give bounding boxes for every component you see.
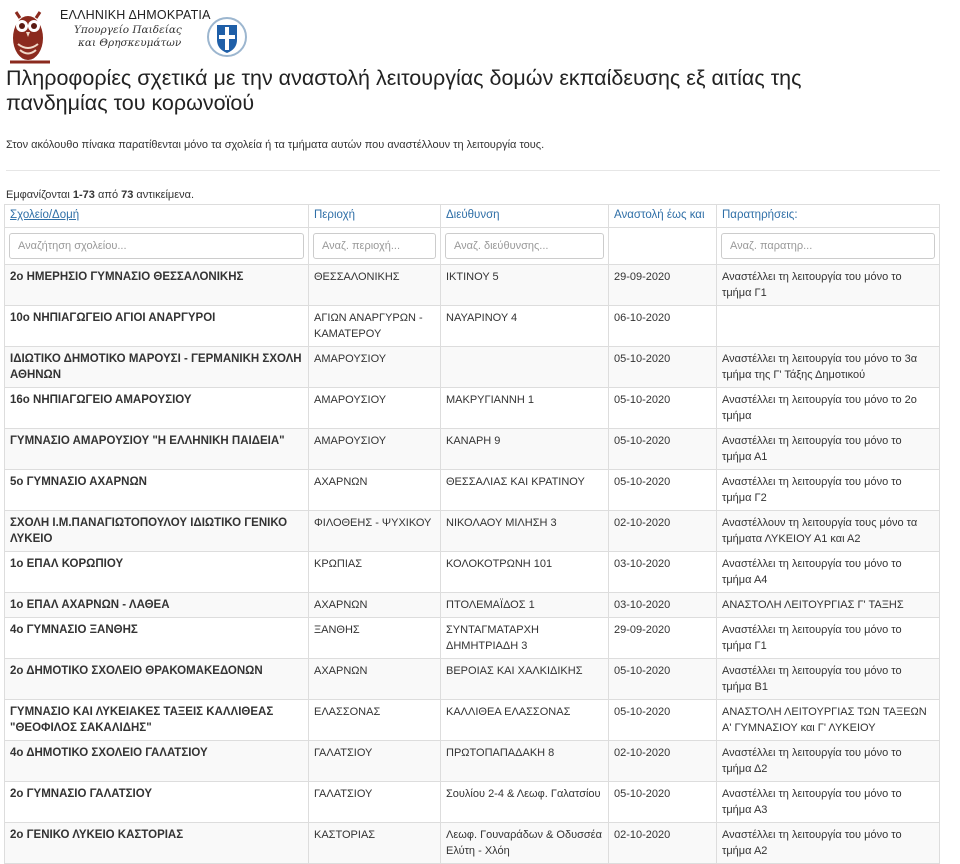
cell-school: ΣΧΟΛΗ Ι.Μ.ΠΑΝΑΓΙΩΤΟΠΟΥΛΟΥ ΙΔΙΩΤΙΚΟ ΓΕΝΙΚΟ ΛΥΚΕΙΟ [5,511,309,552]
cell-region: ΚΑΣΤΟΡΙΑΣ [309,823,441,864]
cell-school: ΓΥΜΝΑΣΙΟ ΚΑΙ ΛΥΚΕΙΑΚΕΣ ΤΑΞΕΙΣ ΚΑΛΛΙΘΕΑΣ "ΘΕΟΦΙΛΟΣ ΣΑΚΑΛΙΔΗΣ" [5,700,309,741]
cell-address: ΝΑΥΑΡΙΝΟΥ 4 [441,306,609,347]
cell-address: ΜΑΚΡΥΓΙΑΝΝΗ 1 [441,388,609,429]
filter-cell-region [309,228,441,265]
col-header-region[interactable]: Περιοχή [309,205,441,228]
cell-notes: Αναστέλλει τη λειτουργία του μόνο το τμήμα Α4 [717,552,940,593]
intro-text: Στον ακόλουθο πίνακα παρατίθενται μόνο τα σχολεία ή τα τμήματα αυτών που αναστέλλουν τη λειτουργία τους. [6,139,545,151]
cell-notes [717,306,940,347]
summary-suffix: αντικείμενα. [133,189,195,201]
cell-school: 4ο ΔΗΜΟΤΙΚΟ ΣΧΟΛΕΙΟ ΓΑΛΑΤΣΙΟΥ [5,741,309,782]
cell-date: 05-10-2020 [609,470,717,511]
table-header-row [5,205,940,228]
suspensions-table [4,204,940,864]
cell-region: ΑΜΑΡΟΥΣΙΟΥ [309,347,441,388]
cell-region: ΚΡΩΠΙΑΣ [309,552,441,593]
cell-address: ΠΡΩΤΟΠΑΠΑΔΑΚΗ 8 [441,741,609,782]
school-search-input[interactable] [9,233,304,259]
cell-date: 05-10-2020 [609,782,717,823]
cell-school: 1ο ΕΠΑΛ ΚΟΡΩΠΙΟΥ [5,552,309,593]
owl-logo-icon [6,4,54,66]
cell-region: ΑΧΑΡΝΩΝ [309,593,441,618]
country-name: ΕΛΛΗΝΙΚΗ ΔΗΜΟΚΡΑΤΙΑ [60,8,211,22]
col-header-address[interactable]: Διεύθυνση [441,205,609,228]
cell-region: ΦΙΛΟΘΕΗΣ - ΨΥΧΙΚΟΥ [309,511,441,552]
table-row [5,429,940,470]
table-row [5,388,940,429]
cell-region: ΑΓΙΩΝ ΑΝΑΡΓΥΡΩΝ - ΚΑΜΑΤΕΡΟΥ [309,306,441,347]
cell-address: ΠΤΟΛΕΜΑΪΔΟΣ 1 [441,593,609,618]
page-title: Πληροφορίες σχετικά με την αναστολή λειτουργίας δομών εκπαίδευσης εξ αιτίας της πανδημίας του κορωνοϊού [6,66,802,115]
divider [6,170,940,171]
cell-address [441,347,609,388]
cell-date: 02-10-2020 [609,511,717,552]
filter-cell-date [609,228,717,265]
cell-date: 03-10-2020 [609,552,717,593]
col-header-notes[interactable]: Παρατηρήσεις: [717,205,940,228]
cell-notes: Αναστέλλει τη λειτουργία του μόνο το τμήμα Α2 [717,823,940,864]
cell-notes: Αναστέλλει τη λειτουργία του μόνο το τμήμα Α3 [717,782,940,823]
cell-date: 03-10-2020 [609,593,717,618]
cell-school: 16ο ΝΗΠΙΑΓΩΓΕΙΟ ΑΜΑΡΟΥΣΙΟΥ [5,388,309,429]
table-row [5,593,940,618]
cell-notes: Αναστέλλει τη λειτουργία του μόνο το τμήμα Α1 [717,429,940,470]
cell-notes: Αναστέλλουν τη λειτουργία τους μόνο τα τμήματα ΛΥΚΕΙΟΥ Α1 και Α2 [717,511,940,552]
cell-date: 05-10-2020 [609,347,717,388]
filter-cell-school [5,228,309,265]
cell-date: 05-10-2020 [609,429,717,470]
table-row [5,470,940,511]
results-summary [6,189,194,201]
summary-total: 73 [121,189,134,201]
filter-row [5,228,940,265]
table-row [5,659,940,700]
cell-date: 05-10-2020 [609,700,717,741]
cell-notes: Αναστέλλει τη λειτουργία του μόνο το τμήμα Δ2 [717,741,940,782]
cell-address: ΘΕΣΣΑΛΙΑΣ ΚΑΙ ΚΡΑΤΙΝΟΥ [441,470,609,511]
table-row [5,618,940,659]
cell-notes: Αναστέλλει τη λειτουργία του μόνο το τμήμα Γ2 [717,470,940,511]
cell-notes: ΑΝΑΣΤΟΛΗ ΛΕΙΤΟΥΡΓΙΑΣ ΤΩΝ ΤΑΞΕΩΝ Α' ΓΥΜΝΑΣΙΟΥ και Γ' ΛΥΚΕΙΟΥ [717,700,940,741]
cell-school: 2ο ΔΗΜΟΤΙΚΟ ΣΧΟΛΕΙΟ ΘΡΑΚΟΜΑΚΕΔΟΝΩΝ [5,659,309,700]
cell-date: 29-09-2020 [609,265,717,306]
cell-address: ΒΕΡΟΙΑΣ ΚΑΙ ΧΑΛΚΙΔΙΚΗΣ [441,659,609,700]
cell-region: ΓΑΛΑΤΣΙΟΥ [309,741,441,782]
table-row [5,700,940,741]
col-header-date[interactable]: Αναστολή έως και [609,205,717,228]
cell-region: ΑΜΑΡΟΥΣΙΟΥ [309,429,441,470]
cell-notes: Αναστέλλει τη λειτουργία του μόνο το 3α τμήμα της Γ' Τάξης Δημοτικού [717,347,940,388]
cell-school: 2ο ΓΥΜΝΑΣΙΟ ΓΑΛΑΤΣΙΟΥ [5,782,309,823]
cell-school: ΙΔΙΩΤΙΚΟ ΔΗΜΟΤΙΚΟ ΜΑΡΟΥΣΙ - ΓΕΡΜΑΝΙΚΗ ΣΧΟΛΗ ΑΘΗΝΩΝ [5,347,309,388]
cell-address: Λεωφ. Γουναράδων & Οδυσσέα Ελύτη - Χλόη [441,823,609,864]
cell-school: 2ο ΗΜΕΡΗΣΙΟ ΓΥΜΝΑΣΙΟ ΘΕΣΣΑΛΟΝΙΚΗΣ [5,265,309,306]
region-search-input[interactable] [313,233,436,259]
cell-date: 05-10-2020 [609,388,717,429]
cell-address: ΚΟΛΟΚΟΤΡΩΝΗ 101 [441,552,609,593]
ministry-line-2: και Θρησκευμάτων [78,37,182,49]
cell-date: 29-09-2020 [609,618,717,659]
site-header [6,4,406,66]
cell-school: 1ο ΕΠΑΛ ΑΧΑΡΝΩΝ - ΛΑΘΕΑ [5,593,309,618]
table-row [5,306,940,347]
cell-address: ΝΙΚΟΛΑΟΥ ΜΙΛΗΣΗ 3 [441,511,609,552]
summary-range: 1-73 [72,189,95,201]
cell-date: 02-10-2020 [609,823,717,864]
cell-region: ΑΧΑΡΝΩΝ [309,659,441,700]
cell-region: ΕΛΑΣΣΟΝΑΣ [309,700,441,741]
greek-emblem-icon [206,16,248,58]
cell-region: ΓΑΛΑΤΣΙΟΥ [309,782,441,823]
cell-school: 4ο ΓΥΜΝΑΣΙΟ ΞΑΝΘΗΣ [5,618,309,659]
summary-prefix: Εμφανίζονται [6,189,73,201]
cell-address: Σουλίου 2-4 & Λεωφ. Γαλατσίου [441,782,609,823]
table-row [5,552,940,593]
filter-cell-address [441,228,609,265]
table-row [5,347,940,388]
table-row [5,741,940,782]
cell-notes: Αναστέλλει τη λειτουργία του μόνο το τμήμα Β1 [717,659,940,700]
ministry-name [60,8,211,49]
summary-mid: από [94,189,122,201]
cell-date: 05-10-2020 [609,659,717,700]
cell-region: ΘΕΣΣΑΛΟΝΙΚΗΣ [309,265,441,306]
cell-address: ΙΚΤΙΝΟΥ 5 [441,265,609,306]
cell-region: ΞΑΝΘΗΣ [309,618,441,659]
cell-notes: ΑΝΑΣΤΟΛΗ ΛΕΙΤΟΥΡΓΙΑΣ Γ' ΤΑΞΗΣ [717,593,940,618]
notes-search-input[interactable] [721,233,935,259]
cell-school: ΓΥΜΝΑΣΙΟ ΑΜΑΡΟΥΣΙΟΥ "Η ΕΛΛΗΝΙΚΗ ΠΑΙΔΕΙΑ" [5,429,309,470]
cell-region: ΑΜΑΡΟΥΣΙΟΥ [309,388,441,429]
table-row [5,782,940,823]
cell-school: 2ο ΓΕΝΙΚΟ ΛΥΚΕΙΟ ΚΑΣΤΟΡΙΑΣ [5,823,309,864]
table-row [5,511,940,552]
cell-date: 06-10-2020 [609,306,717,347]
cell-notes: Αναστέλλει τη λειτουργία του μόνο το τμήμα Γ1 [717,618,940,659]
cell-notes: Αναστέλλει τη λειτουργία του μόνο το 2ο τμήμα [717,388,940,429]
cell-date: 02-10-2020 [609,741,717,782]
cell-notes: Αναστέλλει τη λειτουργία του μόνο το τμήμα Γ1 [717,265,940,306]
col-header-school[interactable]: Σχολείο/Δομή [5,205,309,228]
cell-school: 5ο ΓΥΜΝΑΣΙΟ ΑΧΑΡΝΩΝ [5,470,309,511]
cell-address: ΚΑΝΑΡΗ 9 [441,429,609,470]
table-row [5,265,940,306]
cell-address: ΚΑΛΛΙΘΕΑ ΕΛΑΣΣΟΝΑΣ [441,700,609,741]
address-search-input[interactable] [445,233,604,259]
cell-address: ΣΥΝΤΑΓΜΑΤΑΡΧΗ ΔΗΜΗΤΡΙΑΔΗ 3 [441,618,609,659]
table-body [5,265,940,864]
ministry-line-1: Υπουργείο Παιδείας [74,24,182,36]
cell-region: ΑΧΑΡΝΩΝ [309,470,441,511]
cell-school: 10ο ΝΗΠΙΑΓΩΓΕΙΟ ΑΓΙΟΙ ΑΝΑΡΓΥΡΟΙ [5,306,309,347]
filter-cell-notes [717,228,940,265]
table-row [5,823,940,864]
